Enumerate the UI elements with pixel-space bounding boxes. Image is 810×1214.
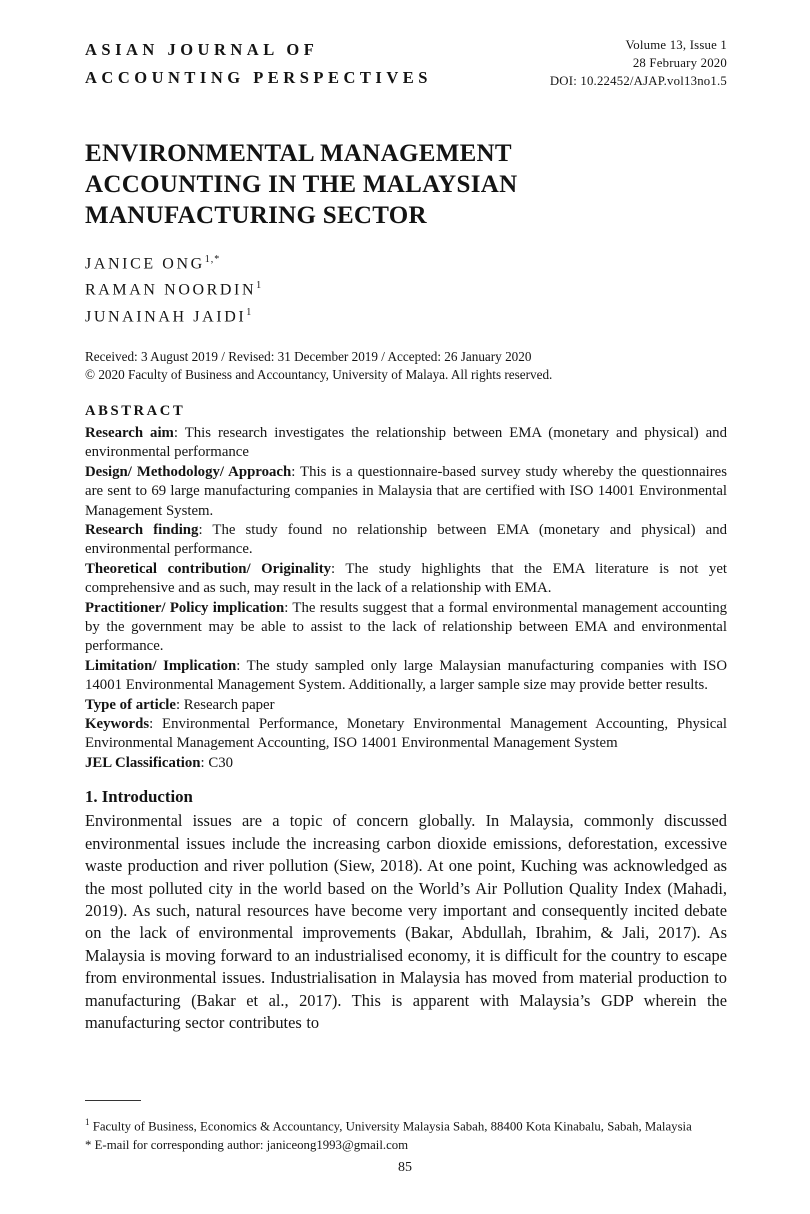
abstract-item-text: : This research investigates the relationship between EMA (monetary and physical) and environmental performance xyxy=(85,424,727,461)
abstract-item-label: Type of article xyxy=(85,696,176,713)
author-line xyxy=(85,275,727,301)
author-name: RAMAN NOORDIN xyxy=(85,281,257,299)
article-title-line1: ENVIRONMENTAL MANAGEMENT xyxy=(85,140,512,167)
footnote-block xyxy=(85,1100,727,1155)
copyright-notice: © 2020 Faculty of Business and Accountancy, University of Malaya. All rights reserved. xyxy=(85,367,553,383)
section-heading-introduction: 1. Introduction xyxy=(85,787,193,807)
article-title xyxy=(85,138,727,231)
abstract-item xyxy=(85,696,727,715)
article-title-line3: MANUFACTURING SECTOR xyxy=(85,202,427,229)
footnote-affiliation-text: Faculty of Business, Economics & Accountancy, University Malaysia Sabah, 88400 Kota Kinabalu, Sabah, Malaysia xyxy=(89,1119,692,1134)
abstract-item xyxy=(85,424,727,463)
abstract-item-text: : C30 xyxy=(200,754,233,771)
abstract-item xyxy=(85,715,727,754)
author-name: JANICE ONG xyxy=(85,255,205,273)
journal-name-line2: ACCOUNTING PERSPECTIVES xyxy=(85,68,432,87)
footnote-email xyxy=(85,1136,727,1155)
abstract-item xyxy=(85,463,727,521)
page-number: 85 xyxy=(398,1160,412,1175)
article-title-line2: ACCOUNTING IN THE MALAYSIAN xyxy=(85,171,518,198)
abstract-item-text: : The study found no relationship between EMA (monetary and physical) and environmental performance. xyxy=(85,522,727,558)
author-name: JUNAINAH JAIDI xyxy=(85,307,247,325)
received-revised-accepted: Received: 3 August 2019 / Revised: 31 December 2019 / Accepted: 26 January 2020 xyxy=(85,348,532,364)
abstract-item-label: Keywords xyxy=(85,716,150,733)
page-header xyxy=(85,36,727,92)
abstract-item xyxy=(85,754,727,773)
abstract-item-text: : The study sampled only large Malaysian manufacturing companies with ISO 14001 Environmental Management System. Additionally, a larger sample size may provide better results. xyxy=(85,657,728,694)
footnote-affiliation-marker: 1 xyxy=(85,1117,90,1127)
author-list xyxy=(85,249,727,328)
abstract-item-label: Design/ Methodology/ Approach xyxy=(85,463,292,480)
abstract-item-label: Limitation/ Implication xyxy=(85,657,237,674)
author-affiliation-marker: 1,* xyxy=(204,254,221,265)
abstract-item xyxy=(85,657,727,696)
abstract-item-label: JEL Classification xyxy=(85,754,201,771)
issue-date: 28 February 2020 xyxy=(632,56,727,70)
author-line xyxy=(85,302,727,328)
abstract-item-text: : Environmental Performance, Monetary Environmental Management Accounting, Physical Environmental Management Accounting, ISO 14001 Environmental Management System xyxy=(85,716,727,752)
abstract-item xyxy=(85,560,727,599)
issue-volume: Volume 13, Issue 1 xyxy=(625,38,727,52)
abstract-item-label: Practitioner/ Policy implication xyxy=(85,599,285,616)
abstract-item-label: Research aim xyxy=(85,424,174,441)
issue-doi: DOI: 10.22452/AJAP.vol13no1.5 xyxy=(549,74,727,88)
author-line xyxy=(85,249,727,275)
abstract-item-text: : This is a questionnaire-based survey study whereby the questionnaires are sent to 69 large manufacturing companies in Malaysia that are certified with ISO 14001 Environmental Management System. xyxy=(85,463,728,519)
footnote-email-text: E-mail for corresponding author: janiceong1993@gmail.com xyxy=(94,1138,409,1153)
journal-name xyxy=(85,36,432,92)
abstract-item xyxy=(85,521,727,560)
footnote-divider xyxy=(85,1100,141,1101)
abstract-body xyxy=(85,424,727,773)
abstract-item-label: Theoretical contribution/ Originality xyxy=(85,560,332,577)
journal-name-line1: ASIAN JOURNAL OF xyxy=(85,40,319,59)
author-affiliation-marker: 1 xyxy=(246,306,253,318)
abstract-heading: ABSTRACT xyxy=(85,402,186,419)
abstract-item xyxy=(85,599,727,657)
author-affiliation-marker: 1 xyxy=(256,280,263,292)
abstract-item-label: Research finding xyxy=(85,522,199,539)
abstract-item-text: : The results suggest that a formal environmental management accounting by the government may be able to assist to the lack of relationship between EMA and environmental performance. xyxy=(85,599,727,655)
abstract-item-text: : The study highlights that the EMA literature is not yet comprehensive and as such, may result in the lack of a relationship with EMA. xyxy=(85,560,728,597)
introduction-paragraph: Environmental issues are a topic of concern globally. In Malaysia, commonly discussed environmental issues include the increasing carbon dioxide emissions, deforestation, excessive waste production and river pollution (Siew, 2018). At one point, Kuching was acknowledged as the most polluted city in the world based on the World’s Air Pollution Quality Index (Mahadi, 2019). As such, natural resources have become very important and consequently incited debate on the lack of environmental improvements (Bakar, Abdullah, Ibrahim, & Jali, 2017). As Malaysia is moving forward to an industrialised economy, it is difficult for the country to escape from environmental issues. Industrialisation in Malaysia has moved from material production to manufacturing (Bakar et al., 2017). This is apparent with Malaysia’s GDP wherein the manufacturing sector contributes to xyxy=(85,811,727,1032)
footnote-affiliation xyxy=(85,1113,727,1136)
footnote-email-marker: * xyxy=(85,1138,95,1153)
abstract-item-text: : Research paper xyxy=(175,696,275,713)
article-history xyxy=(85,348,727,385)
issue-meta xyxy=(550,36,727,90)
